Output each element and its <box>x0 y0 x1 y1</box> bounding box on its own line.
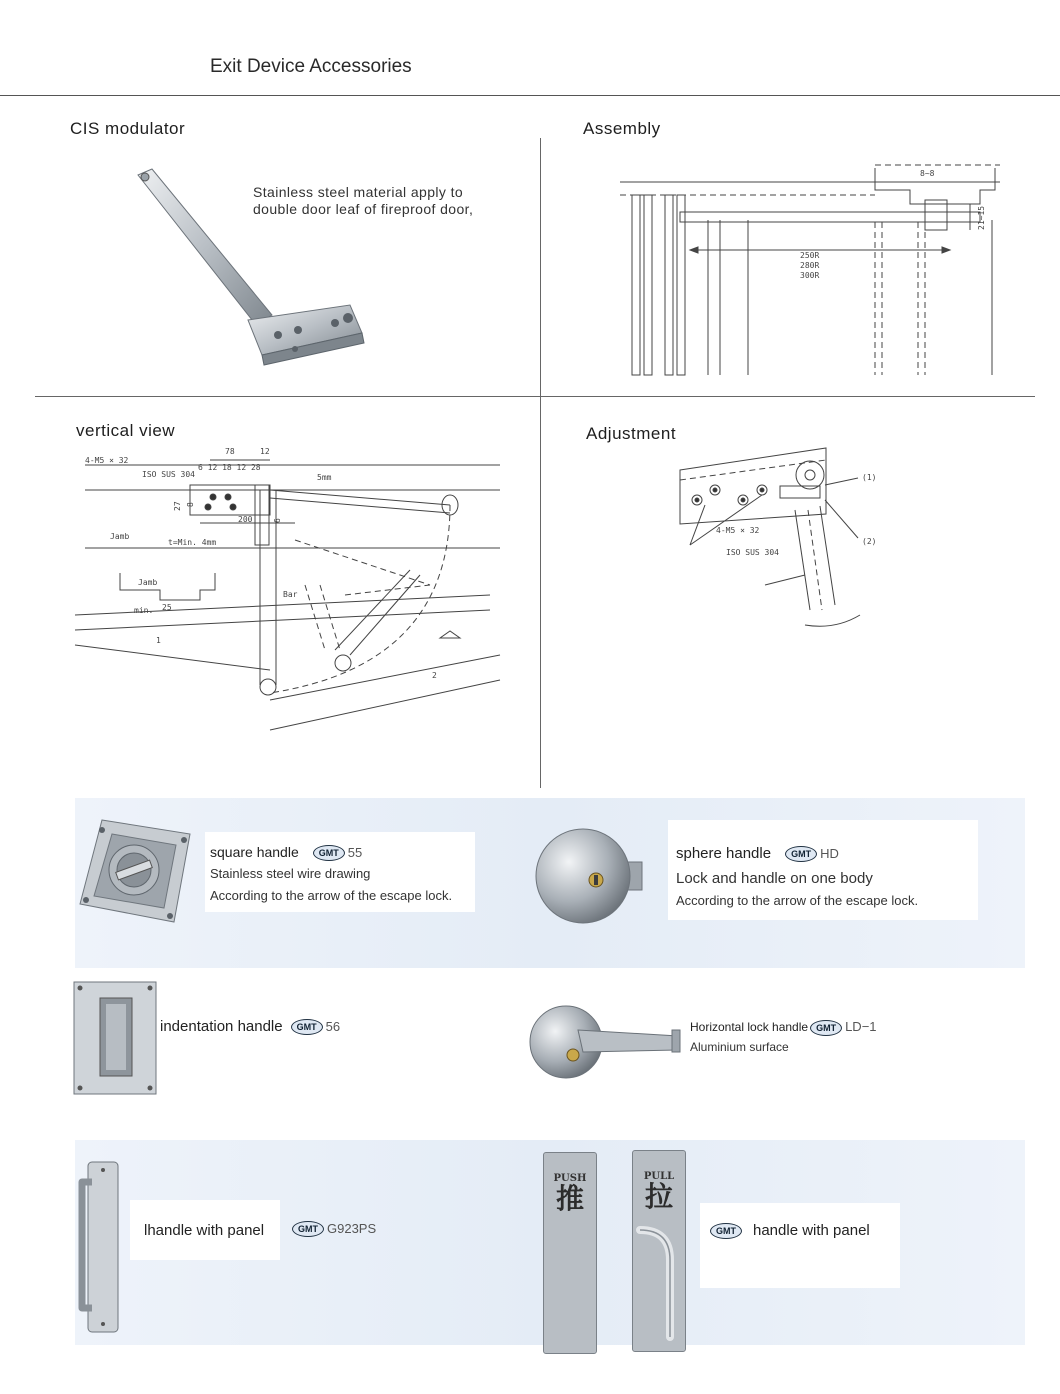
pull-handle-name: lhandle with panel <box>144 1222 265 1239</box>
lever-handle-code: LD−1 <box>845 1019 877 1034</box>
vertical-divider <box>540 138 541 788</box>
vv-bar-label: Bar <box>283 590 298 599</box>
vertical-view-section-title: vertical view <box>76 421 176 440</box>
sphere-handle-code: HD <box>820 846 839 861</box>
lever-handle-line-1: Aluminium surface <box>690 1040 789 1054</box>
vv-dim-78: 78 <box>225 447 235 456</box>
sphere-handle-name-row <box>676 845 839 862</box>
sphere-handle-line-2: According to the arrow of the escape lock. <box>676 893 919 908</box>
vv-dim-row: 6 12 18 12 28 <box>198 463 261 472</box>
vv-dim-5mm: 5mm <box>317 473 332 482</box>
assembly-dim-280: 280R <box>800 261 820 270</box>
vv-n2-label: 2 <box>432 671 437 680</box>
sphere-handle-image <box>528 822 648 932</box>
vv-jamb2-label: Jamb <box>138 578 158 587</box>
vv-n1-label: 1 <box>156 636 161 645</box>
assembly-diagram <box>620 160 1020 380</box>
cis-modulator-image <box>130 165 380 375</box>
square-handle-line-1: Stainless steel wire drawing <box>210 866 371 881</box>
vertical-view-diagram <box>70 445 510 745</box>
push-pull-card <box>700 1203 900 1288</box>
assembly-height-dim: 21~15 <box>977 205 986 230</box>
square-handle-name: square handle <box>210 844 299 860</box>
square-handle-code: 55 <box>347 845 363 860</box>
square-handle-line-2: According to the arrow of the escape lock. <box>210 888 453 903</box>
pull-handle-code: G923PS <box>327 1221 377 1236</box>
pull-label-cn: 拉 <box>644 1180 673 1213</box>
vv-jamb-label: Jamb <box>110 532 130 541</box>
gmt-logo: GMT <box>291 1019 323 1035</box>
cis-description: Stainless steel material apply to double door leaf of fireproof door, <box>253 184 474 217</box>
vv-screws-label: 4-M5 × 32 <box>85 456 129 465</box>
indentation-handle-name-row <box>160 1018 340 1035</box>
cis-section-title: CIS modulator <box>70 119 186 138</box>
horizontal-divider <box>35 396 1035 397</box>
vv-dim-27: 27 <box>173 501 182 511</box>
vv-dim-6: 6 <box>273 518 282 523</box>
page-title: Exit Device Accessories <box>210 56 412 77</box>
assembly-bracket-dim: 8~8 <box>920 169 935 178</box>
square-handle-image <box>72 812 197 927</box>
assembly-dim-300: 300R <box>800 271 820 280</box>
header-divider <box>0 95 1060 96</box>
indentation-handle-image <box>70 980 160 1098</box>
gmt-logo: GMT <box>710 1223 742 1239</box>
gmt-logo: GMT <box>292 1221 324 1237</box>
vv-dim-8: 8 <box>186 502 195 507</box>
indentation-handle-code: 56 <box>325 1019 341 1034</box>
adj-material-label: ISO SUS 304 <box>726 548 779 557</box>
push-label: PUSH <box>553 1173 587 1184</box>
lever-handle-name-row <box>690 1019 877 1036</box>
vv-tmin-label: t=Min. 4mm <box>168 538 217 547</box>
vv-min-label: min. <box>134 606 154 615</box>
assembly-section-title: Assembly <box>583 119 661 138</box>
vv-dim-25: 25 <box>162 603 172 612</box>
pull-handle-image <box>70 1158 125 1336</box>
pull-label: PULL <box>643 1171 675 1182</box>
push-plate <box>543 1152 597 1354</box>
square-handle-name-row <box>210 844 362 861</box>
gmt-logo: GMT <box>785 846 817 862</box>
gmt-logo: GMT <box>313 845 345 861</box>
push-pull-name: handle with panel <box>753 1222 870 1239</box>
pull-plate-handle <box>630 1225 690 1350</box>
adj-screws-label: 4-M5 × 32 <box>716 526 760 535</box>
vv-dim-12: 12 <box>260 447 270 456</box>
lever-handle-image <box>528 1000 688 1085</box>
vv-dim-200: 200 <box>238 515 253 524</box>
adjustment-diagram <box>670 440 890 640</box>
adj-point-1: (1) <box>862 473 877 482</box>
pull-handle-code-row <box>278 1220 376 1237</box>
vv-material-label: ISO SUS 304 <box>142 470 195 479</box>
indentation-handle-name: indentation handle <box>160 1018 283 1035</box>
adjustment-section-title: Adjustment <box>586 424 677 443</box>
sphere-handle-name: sphere handle <box>676 845 772 862</box>
lever-handle-name: Horizontal lock handle <box>690 1020 809 1034</box>
adj-point-2: (2) <box>862 537 877 546</box>
gmt-logo: GMT <box>810 1020 842 1036</box>
push-label-cn: 推 <box>555 1182 584 1215</box>
push-pull-name-row <box>696 1222 870 1239</box>
assembly-dim-250: 250R <box>800 251 820 260</box>
sphere-handle-line-1: Lock and handle on one body <box>676 870 873 887</box>
